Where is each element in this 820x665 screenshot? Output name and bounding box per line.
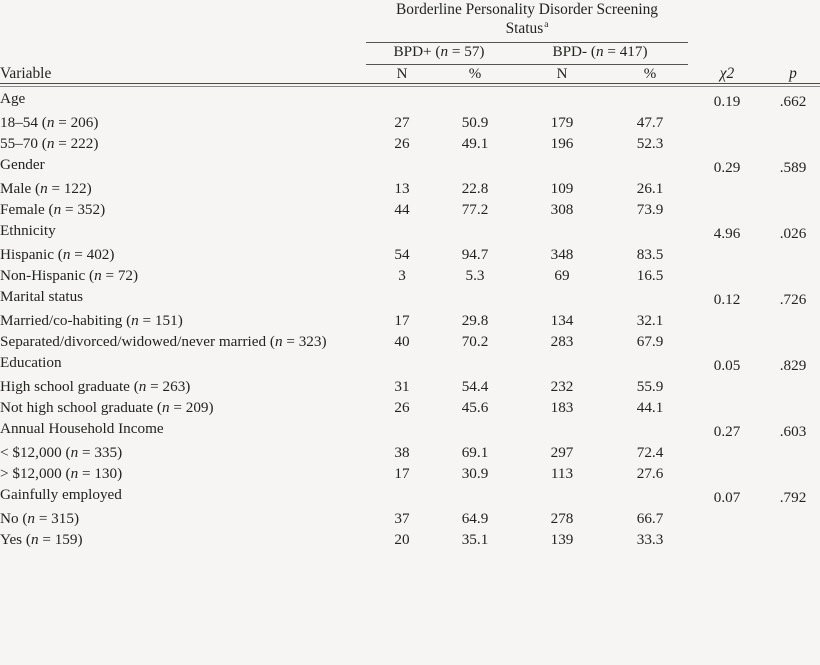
cell-pct2 (612, 86, 688, 111)
cell-chi-square (688, 111, 766, 132)
cell-n2 (512, 219, 612, 243)
table-body (0, 86, 820, 549)
cell-n-bpd-negative: 179 (550, 113, 574, 131)
cell-pct-bpd-positive: 45.6 (461, 398, 489, 416)
cell-pct-bpd-negative: 16.5 (636, 266, 664, 284)
cell-n1 (366, 417, 438, 441)
cell-p-value (766, 528, 820, 549)
cell-n-bpd-negative: 278 (550, 509, 574, 527)
cell-n-bpd-negative: 183 (550, 398, 574, 416)
cell-n1 (366, 285, 438, 309)
table-row (0, 177, 820, 198)
row-label: Married/co-habiting (n = 151) (0, 311, 183, 329)
group-label-bpd-positive (366, 43, 512, 62)
cell-n-bpd-positive: 20 (394, 530, 410, 548)
table-row-group-header (0, 153, 820, 177)
cell-pct-bpd-positive: 69.1 (461, 443, 489, 461)
cell-p-value: .662 (779, 92, 807, 110)
row-label-group: Gender (0, 155, 45, 173)
cell-pct-bpd-negative: 33.3 (636, 530, 664, 548)
cell-p-value (766, 132, 820, 153)
cell-pct2 (612, 483, 688, 507)
table-row (0, 330, 820, 351)
cell-p-value (766, 243, 820, 264)
spanner-line2: Status (505, 20, 544, 38)
group-label-bpd-negative (512, 43, 688, 62)
cell-n-bpd-negative: 69 (554, 266, 570, 284)
cell-pct1 (438, 483, 512, 507)
cell-pct-bpd-negative: 26.1 (636, 179, 664, 197)
cell-p-value: .726 (779, 290, 807, 308)
table-row (0, 198, 820, 219)
cell-n2 (512, 351, 612, 375)
group-spacer-chi (688, 43, 766, 62)
cell-p-value (766, 111, 820, 132)
cell-pct1 (438, 219, 512, 243)
row-label-group: Education (0, 353, 62, 371)
cell-pct-bpd-positive: 35.1 (461, 530, 489, 548)
cell-pct2 (612, 153, 688, 177)
column-header-p-value: p (789, 64, 797, 82)
table-row (0, 462, 820, 483)
table-row-group-header (0, 417, 820, 441)
row-label-group: Marital status (0, 287, 84, 305)
table-header (0, 0, 820, 86)
cell-n-bpd-positive: 38 (394, 443, 410, 461)
column-header-n-bpd-negative: N (556, 65, 568, 82)
row-label: High school graduate (n = 263) (0, 377, 191, 395)
cell-p-value: .829 (779, 356, 807, 374)
cell-pct-bpd-positive: 5.3 (465, 266, 485, 284)
cell-chi-square (688, 177, 766, 198)
cell-pct-bpd-negative: 55.9 (636, 377, 664, 395)
cell-pct-bpd-negative: 83.5 (636, 245, 664, 263)
cell-n2 (512, 86, 612, 111)
row-label-group: Ethnicity (0, 221, 56, 239)
row-label: < $12,000 (n = 335) (0, 443, 123, 461)
cell-chi-square (688, 396, 766, 417)
row-label-group: Annual Household Income (0, 419, 164, 437)
column-header-row (0, 65, 820, 83)
table-row (0, 132, 820, 153)
cell-pct-bpd-negative: 47.7 (636, 113, 664, 131)
cell-pct-bpd-positive: 94.7 (461, 245, 489, 263)
cell-p-value (766, 330, 820, 351)
cell-chi-square (688, 309, 766, 330)
cell-pct2 (612, 351, 688, 375)
spanner-title (366, 0, 688, 38)
cell-pct-bpd-positive: 22.8 (461, 179, 489, 197)
cell-pct-bpd-positive: 50.9 (461, 113, 489, 131)
cell-pct-bpd-positive: 30.9 (461, 464, 489, 482)
cell-chi-square: 0.07 (713, 488, 741, 506)
cell-n-bpd-positive: 54 (394, 245, 410, 263)
table-row (0, 111, 820, 132)
bpd-pos-suffix: = 57) (448, 43, 485, 61)
cell-pct2 (612, 219, 688, 243)
cell-p-value: .589 (779, 158, 807, 176)
table-row (0, 507, 820, 528)
cell-n2 (512, 417, 612, 441)
cell-n1 (366, 153, 438, 177)
cell-chi-square: 0.19 (713, 92, 741, 110)
cell-chi-square (688, 507, 766, 528)
table-row-group-header (0, 285, 820, 309)
cell-n-bpd-positive: 13 (394, 179, 410, 197)
cell-n-bpd-positive: 31 (394, 377, 410, 395)
column-header-pct-bpd-positive: % (468, 65, 482, 82)
cell-chi-square (688, 441, 766, 462)
cell-n-bpd-negative: 196 (550, 134, 574, 152)
cell-p-value (766, 198, 820, 219)
row-label: 18–54 (n = 206) (0, 113, 99, 131)
cell-n-bpd-positive: 26 (394, 398, 410, 416)
cell-pct-bpd-negative: 52.3 (636, 134, 664, 152)
cell-n1 (366, 351, 438, 375)
cell-chi-square: 4.96 (713, 224, 741, 242)
bpd-pos-n-italic: n (440, 43, 449, 61)
cell-n-bpd-negative: 283 (550, 332, 574, 350)
cell-chi-square (688, 462, 766, 483)
column-header-variable: Variable (0, 64, 52, 82)
cell-chi-square (688, 264, 766, 285)
cell-n-bpd-positive: 27 (394, 113, 410, 131)
cell-n-bpd-positive: 40 (394, 332, 410, 350)
cell-pct-bpd-negative: 44.1 (636, 398, 664, 416)
cell-p-value (766, 264, 820, 285)
cell-pct-bpd-negative: 73.9 (636, 200, 664, 218)
row-label-group: Gainfully employed (0, 485, 122, 503)
cell-n1 (366, 483, 438, 507)
table-row-group-header (0, 351, 820, 375)
cell-n-bpd-positive: 17 (394, 464, 410, 482)
cell-chi-square (688, 528, 766, 549)
row-label: Hispanic (n = 402) (0, 245, 115, 263)
column-header-n-bpd-positive: N (396, 65, 408, 82)
cell-p-value (766, 441, 820, 462)
table-row (0, 441, 820, 462)
row-label: Not high school graduate (n = 209) (0, 398, 214, 416)
table-row (0, 264, 820, 285)
cell-p-value: .792 (779, 488, 807, 506)
cell-n-bpd-positive: 37 (394, 509, 410, 527)
cell-pct-bpd-negative: 32.1 (636, 311, 664, 329)
row-label: Yes (n = 159) (0, 530, 83, 548)
spanner-footnote-marker: a (544, 19, 549, 30)
cell-n-bpd-negative: 139 (550, 530, 574, 548)
row-label: > $12,000 (n = 130) (0, 464, 123, 482)
cell-p-value (766, 507, 820, 528)
cell-chi-square (688, 243, 766, 264)
table-row (0, 375, 820, 396)
row-label: Non-Hispanic (n = 72) (0, 266, 139, 284)
cell-n-bpd-positive: 17 (394, 311, 410, 329)
table-row-group-header (0, 483, 820, 507)
table-row (0, 309, 820, 330)
cell-pct1 (438, 153, 512, 177)
table-row-group-header (0, 219, 820, 243)
cell-p-value: .603 (779, 422, 807, 440)
cell-pct-bpd-positive: 77.2 (461, 200, 489, 218)
cell-p-value (766, 462, 820, 483)
cell-n-bpd-positive: 44 (394, 200, 410, 218)
cell-n1 (366, 219, 438, 243)
cell-chi-square: 0.29 (713, 158, 741, 176)
row-label-group: Age (0, 89, 26, 107)
cell-chi-square (688, 132, 766, 153)
cell-n-bpd-negative: 113 (550, 464, 574, 482)
cell-n-bpd-negative: 109 (550, 179, 574, 197)
spanner-spacer-p (766, 0, 820, 38)
column-header-pct-bpd-negative: % (643, 65, 657, 82)
table-row (0, 528, 820, 549)
table-row (0, 243, 820, 264)
cell-pct1 (438, 417, 512, 441)
cell-pct-bpd-negative: 72.4 (636, 443, 664, 461)
cell-chi-square (688, 375, 766, 396)
cell-pct-bpd-positive: 54.4 (461, 377, 489, 395)
cell-n-bpd-negative: 348 (550, 245, 574, 263)
spanner-spacer-chi (688, 0, 766, 38)
cell-n2 (512, 483, 612, 507)
cell-n-bpd-negative: 134 (550, 311, 574, 329)
cell-n2 (512, 153, 612, 177)
spanner-title-row (0, 0, 820, 38)
cell-pct2 (612, 417, 688, 441)
bpd-neg-suffix: = 417) (603, 43, 648, 61)
cell-pct-bpd-negative: 66.7 (636, 509, 664, 527)
cell-n-bpd-positive: 3 (398, 266, 406, 284)
bpd-pos-prefix: BPD+ ( (393, 43, 441, 61)
cell-n-bpd-positive: 26 (394, 134, 410, 152)
column-header-chi-square: χ2 (719, 64, 735, 82)
cell-pct-bpd-positive: 70.2 (461, 332, 489, 350)
row-label: Male (n = 122) (0, 179, 92, 197)
cell-n2 (512, 285, 612, 309)
row-label: No (n = 315) (0, 509, 80, 527)
cell-chi-square: 0.12 (713, 290, 741, 308)
table-row (0, 396, 820, 417)
cell-chi-square (688, 198, 766, 219)
cell-pct1 (438, 351, 512, 375)
cell-pct-bpd-positive: 49.1 (461, 134, 489, 152)
cell-n-bpd-negative: 297 (550, 443, 574, 461)
cell-pct2 (612, 285, 688, 309)
cell-chi-square: 0.27 (713, 422, 741, 440)
bpd-neg-prefix: BPD- ( (552, 43, 596, 61)
cell-pct-bpd-positive: 29.8 (461, 311, 489, 329)
group-spacer-p (766, 43, 820, 62)
cell-p-value (766, 375, 820, 396)
cell-chi-square: 0.05 (713, 356, 741, 374)
cell-pct-bpd-negative: 27.6 (636, 464, 664, 482)
spanner-line1: Borderline Personality Disorder Screening (396, 1, 659, 18)
table-row-group-header (0, 86, 820, 111)
group-spacer (0, 43, 366, 62)
row-label: Female (n = 352) (0, 200, 106, 218)
cell-pct-bpd-negative: 67.9 (636, 332, 664, 350)
row-label: 55–70 (n = 222) (0, 134, 99, 152)
cell-n-bpd-negative: 308 (550, 200, 574, 218)
cell-pct1 (438, 86, 512, 111)
row-label: Separated/divorced/widowed/never married (n = 323) (0, 332, 327, 350)
cell-chi-square (688, 330, 766, 351)
cell-n-bpd-negative: 232 (550, 377, 574, 395)
cell-p-value (766, 396, 820, 417)
cell-p-value (766, 309, 820, 330)
cell-p-value (766, 177, 820, 198)
cell-pct1 (438, 285, 512, 309)
cell-pct-bpd-positive: 64.9 (461, 509, 489, 527)
bpd-neg-n-italic: n (595, 43, 604, 61)
spanner-spacer (0, 0, 366, 38)
group-label-row (0, 43, 820, 62)
cell-p-value: .026 (779, 224, 807, 242)
cell-n1 (366, 86, 438, 111)
